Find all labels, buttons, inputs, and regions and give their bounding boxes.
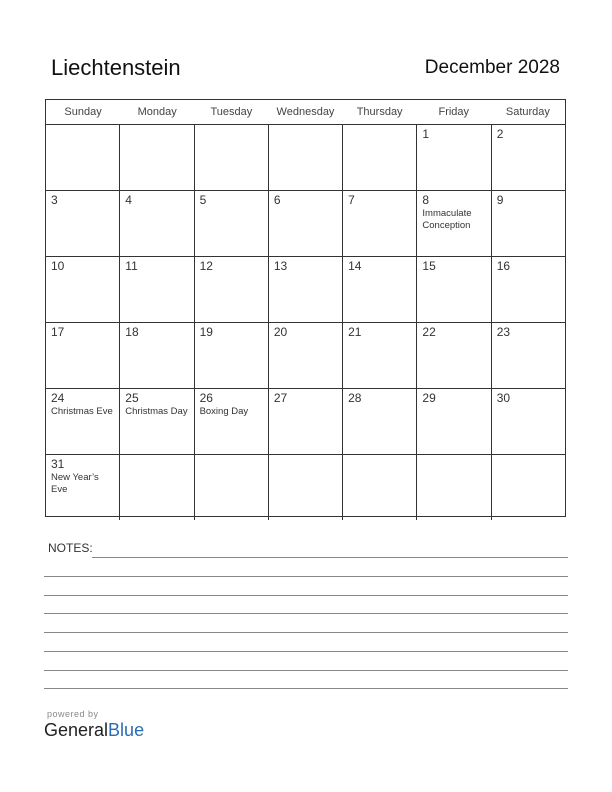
day-number: 3 [51,193,58,207]
day-cell[interactable] [343,323,417,388]
day-number: 25 [125,391,139,405]
day-cell[interactable] [269,125,343,190]
calendar-grid [45,99,566,517]
day-number: 18 [125,325,139,339]
day-cell[interactable] [195,455,269,520]
day-cell[interactable] [195,125,269,190]
day-number: 20 [273,325,288,339]
day-cell[interactable] [120,389,194,454]
day-cell[interactable] [343,257,417,322]
day-number: 13 [273,259,288,273]
day-number: 27 [273,391,288,405]
day-cell[interactable] [343,191,417,256]
day-number: 23 [496,325,511,339]
day-number: 9 [496,193,504,207]
week-row [46,257,565,323]
day-number: 21 [348,325,362,339]
day-cell[interactable] [492,455,565,520]
day-cell[interactable] [195,257,269,322]
day-cell[interactable] [46,257,120,322]
day-cell[interactable] [343,455,417,520]
day-cell[interactable] [343,125,417,190]
day-number: 30 [496,391,511,405]
day-number: 22 [422,325,436,339]
day-number: 24 [51,391,65,405]
day-cell[interactable] [195,323,269,388]
notes-line [44,670,568,671]
day-cell[interactable] [120,257,194,322]
notes-line [44,576,568,577]
week-row [46,191,565,257]
day-cell[interactable] [269,257,343,322]
generalblue-logo[interactable] [44,720,144,741]
day-number: 26 [199,391,213,405]
day-cell[interactable] [195,191,269,256]
notes-line [44,632,568,633]
weekday-friday: Friday [438,106,470,118]
day-cell[interactable] [120,191,194,256]
brand-blue-text: Blue [108,720,145,740]
day-cell[interactable] [46,455,120,520]
day-cell[interactable] [492,389,565,454]
day-cell[interactable] [417,389,491,454]
week-row [46,389,565,455]
holiday-event: New Year’s Eve [51,472,99,495]
day-number: 31 [51,457,65,471]
day-cell[interactable] [46,191,120,256]
day-cell[interactable] [269,389,343,454]
day-cell[interactable] [492,323,565,388]
day-number: 11 [125,259,138,273]
day-number: 28 [348,391,362,405]
brand-general-text: General [44,720,109,740]
day-number: 4 [125,193,132,207]
day-number: 7 [348,193,355,207]
holiday-event: Immaculate Conception [422,208,472,231]
holiday-event: Christmas Day [125,406,188,417]
day-number: 5 [199,193,207,207]
calendar-country-title: Liechtenstein [51,55,181,80]
day-number: 15 [422,259,436,273]
weekday-sunday: Sunday [64,106,102,118]
holiday-event: Boxing Day [199,406,249,417]
day-cell[interactable] [417,125,491,190]
weekday-tuesday: Tuesday [210,106,253,118]
powered-by-text: powered by [47,709,99,719]
day-number: 16 [496,259,511,273]
day-cell[interactable] [492,191,565,256]
holiday-event: Christmas Eve [51,406,113,417]
weekday-header-row [46,100,565,125]
weekday-wednesday: Wednesday [276,106,335,118]
week-row [46,455,565,520]
day-cell[interactable] [195,389,269,454]
weekday-monday: Monday [137,106,177,118]
day-cell[interactable] [269,323,343,388]
day-cell[interactable] [417,455,491,520]
notes-label: NOTES: [48,541,93,555]
day-cell[interactable] [46,125,120,190]
notes-line [44,651,568,652]
notes-line [92,557,568,558]
day-number: 19 [199,325,213,339]
day-cell[interactable] [343,389,417,454]
day-number: 12 [199,259,213,273]
day-cell[interactable] [417,323,491,388]
day-number: 1 [422,127,430,141]
day-cell[interactable] [269,191,343,256]
day-number: 8 [422,193,430,207]
day-number: 2 [496,127,504,141]
day-cell[interactable] [46,323,120,388]
weekday-saturday: Saturday [505,106,550,118]
day-number: 29 [422,391,436,405]
day-cell[interactable] [46,389,120,454]
day-number: 17 [51,325,65,339]
week-row [46,125,565,191]
notes-line [44,595,568,596]
day-number: 6 [273,193,281,207]
weekday-thursday: Thursday [356,106,403,118]
calendar-month-title: December 2028 [424,57,560,78]
day-cell[interactable] [120,323,194,388]
calendar-weeks [46,125,565,520]
day-cell[interactable] [120,125,194,190]
day-cell[interactable] [417,257,491,322]
week-row [46,323,565,389]
day-number: 10 [51,259,65,273]
day-number: 14 [348,259,362,273]
day-cell[interactable] [492,125,565,190]
day-cell[interactable] [269,455,343,520]
notes-line [44,688,568,689]
day-cell[interactable] [492,257,565,322]
notes-line [44,613,568,614]
day-cell[interactable] [120,455,194,520]
day-cell[interactable] [417,191,491,256]
